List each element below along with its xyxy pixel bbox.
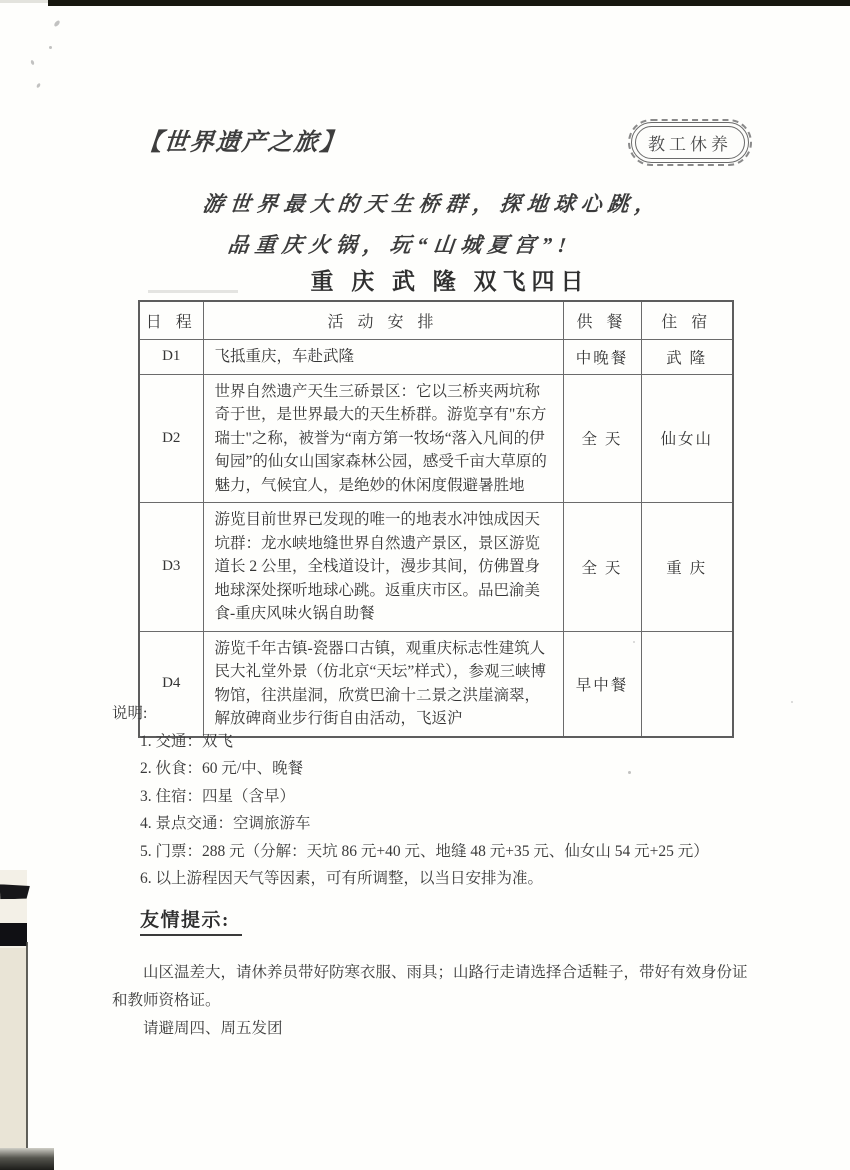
slogan-line-2: 品重庆火锅，玩“山城夏宫”! bbox=[226, 233, 574, 257]
lodging-cell: 仙女山 bbox=[641, 374, 733, 503]
day-cell: D2 bbox=[139, 374, 203, 503]
col-header-activities: 活 动 安 排 bbox=[203, 301, 563, 340]
note-item-meals: 2. 伙食：60 元/中、晚餐 bbox=[140, 760, 304, 778]
table-row-d2 bbox=[139, 374, 733, 503]
scan-artifact-streak bbox=[0, 884, 30, 900]
table-row-d1 bbox=[139, 340, 733, 375]
scan-speck bbox=[36, 83, 41, 89]
slogan-block bbox=[126, 184, 735, 266]
scan-speck bbox=[49, 46, 52, 49]
day-cell: D3 bbox=[139, 503, 203, 632]
slogan-line-1: 游世界最大的天生桥群，探地球心跳， bbox=[201, 192, 663, 216]
day-cell: D1 bbox=[139, 340, 203, 375]
scan-artifact-edge-line bbox=[26, 942, 28, 1170]
meals-cell: 早中餐 bbox=[563, 631, 641, 737]
day-cell: D4 bbox=[139, 631, 203, 737]
stamp-label: 教工休养 bbox=[635, 126, 745, 159]
stamp-badge bbox=[631, 122, 749, 163]
note-item-schedule: 6. 以上游程因天气等因素，可有所调整，以当日安排为准。 bbox=[140, 870, 544, 888]
table-header-row bbox=[139, 301, 733, 340]
lodging-cell: 武 隆 bbox=[641, 340, 733, 375]
tips-heading bbox=[140, 905, 762, 938]
activities-cell: 世界自然遗产天生三硚景区：它以三桥夹两坑称奇于世，是世界最大的天生桥群。游览享有"东方瑞士"之称，被誉为“南方第一牧场“落入凡间的伊甸园”的仙女山国家森林公园，感受千亩大草原的魅力，气候宜人，是绝妙的休闲度假避暑胜地 bbox=[203, 374, 563, 503]
scan-speck bbox=[53, 20, 61, 28]
activities-cell: 游览目前世界已发现的唯一的地表水冲蚀成因天坑群：龙水峡地缝世界自然遗产景区，景区游览道长 2 公里，全栈道设计，漫步其间，仿佛置身地球深处探听地球心跳。返重庆市区。品巴渝美食-重庆风味火锅自助餐 bbox=[203, 503, 563, 632]
activities-cell: 游览千年古镇-瓷器口古镇，观重庆标志性建筑人民大礼堂外景（仿北京“天坛”样式），参观三峡博物馆，往洪崖洞，欣赏巴渝十二景之洪崖滴翠，解放碑商业步行街自由活动，飞返沪 bbox=[203, 631, 563, 737]
col-header-day: 日 程 bbox=[139, 301, 203, 340]
meals-cell: 中晚餐 bbox=[563, 340, 641, 375]
tips-heading-label: 友情提示: bbox=[140, 910, 242, 936]
meals-cell: 全 天 bbox=[563, 374, 641, 503]
itinerary-table bbox=[138, 300, 734, 738]
note-item-bus: 4. 景点交通：空调旅游车 bbox=[140, 815, 311, 833]
activities-cell: 飞抵重庆，车赴武隆 bbox=[203, 340, 563, 375]
note-item-lodging: 3. 住宿：四星（含早） bbox=[140, 787, 296, 805]
lodging-cell: 重 庆 bbox=[641, 503, 733, 632]
note-item-transport: 1. 交通：双飞 bbox=[140, 733, 234, 750]
scan-artifact-bottom-corner bbox=[0, 1148, 54, 1170]
scan-artifact-streak bbox=[0, 923, 27, 946]
notes-heading: 说明: bbox=[112, 705, 148, 722]
tips-body: 山区温差大，请休养员带好防寒衣服、雨具；山路行走请选择合适鞋子，带好有效身份证和教师资格证。 bbox=[112, 964, 748, 1009]
scan-artifact-top-sliver bbox=[0, 0, 48, 3]
tips-footer: 请避周四、周五发团 bbox=[143, 1020, 283, 1037]
col-header-meals: 供 餐 bbox=[563, 301, 641, 340]
scan-artifact-top-edge bbox=[48, 0, 850, 6]
page-title: 重 庆 武 隆 双飞四日 bbox=[310, 269, 590, 294]
scan-speck bbox=[30, 60, 35, 66]
note-item-tickets: 5. 门票：288 元（分解：天坑 86 元+40 元、地缝 48 元+35 元、仙女山 54 元+25 元） bbox=[140, 842, 709, 860]
col-header-lodging: 住 宿 bbox=[641, 301, 733, 340]
table-row-d3 bbox=[139, 503, 733, 632]
notes-section bbox=[112, 700, 792, 892]
tips-section bbox=[112, 905, 762, 1043]
meals-cell: 全 天 bbox=[563, 503, 641, 632]
scan-artifact-left-band bbox=[0, 948, 27, 1170]
series-title: 【世界遗产之旅】 bbox=[136, 130, 347, 156]
